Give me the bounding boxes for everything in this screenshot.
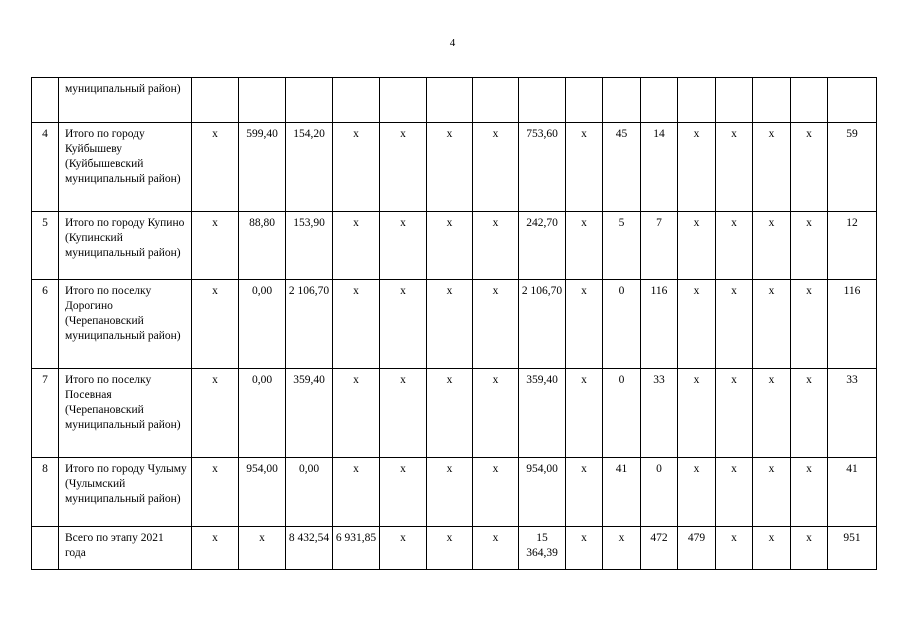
value-cell [286, 78, 333, 123]
value-cell: х [753, 212, 791, 280]
value-cell: х [678, 458, 716, 527]
value-cell: х [333, 123, 380, 212]
value-cell: х [716, 369, 753, 458]
value-cell: 0,00 [239, 369, 286, 458]
value-cell: х [239, 527, 286, 570]
value-cell: 14 [641, 123, 678, 212]
row-number-cell [32, 527, 59, 570]
value-cell [603, 78, 641, 123]
value-cell: х [427, 527, 473, 570]
value-cell: х [566, 123, 603, 212]
value-cell: х [333, 458, 380, 527]
value-cell: 33 [828, 369, 877, 458]
value-cell: 753,60 [519, 123, 566, 212]
value-cell: х [473, 123, 519, 212]
value-cell [566, 78, 603, 123]
value-cell: 359,40 [519, 369, 566, 458]
value-cell: 8 432,54 [286, 527, 333, 570]
value-cell [641, 78, 678, 123]
table-row [32, 123, 877, 212]
value-cell: 45 [603, 123, 641, 212]
value-cell: 41 [603, 458, 641, 527]
value-cell [333, 78, 380, 123]
value-cell: 599,40 [239, 123, 286, 212]
value-cell: х [753, 458, 791, 527]
value-cell: 954,00 [519, 458, 566, 527]
table-row [32, 78, 877, 123]
value-cell: х [791, 123, 828, 212]
value-cell: 33 [641, 369, 678, 458]
value-cell: х [473, 280, 519, 369]
value-cell: 41 [828, 458, 877, 527]
value-cell: 472 [641, 527, 678, 570]
row-number-cell: 8 [32, 458, 59, 527]
value-cell: х [566, 458, 603, 527]
value-cell [678, 78, 716, 123]
value-cell: х [566, 212, 603, 280]
value-cell: 954,00 [239, 458, 286, 527]
value-cell: х [192, 123, 239, 212]
value-cell: х [753, 280, 791, 369]
value-cell: х [566, 369, 603, 458]
value-cell [473, 78, 519, 123]
value-cell: х [333, 280, 380, 369]
value-cell: 0 [603, 369, 641, 458]
value-cell: х [333, 212, 380, 280]
value-cell: х [678, 123, 716, 212]
row-name-cell: Итого по поселку Посевная (Черепановский муниципальный район) [59, 369, 192, 458]
value-cell: х [427, 369, 473, 458]
value-cell: х [566, 527, 603, 570]
value-cell: х [791, 458, 828, 527]
value-cell: х [473, 527, 519, 570]
value-cell: 153,90 [286, 212, 333, 280]
value-cell: 242,70 [519, 212, 566, 280]
value-cell: х [380, 458, 427, 527]
value-cell [519, 78, 566, 123]
value-cell: х [380, 123, 427, 212]
row-number-cell [32, 78, 59, 123]
row-name-cell: Итого по городу Чулыму (Чулымский муниципальный район) [59, 458, 192, 527]
row-name-cell: Итого по поселку Дорогино (Черепановский муниципальный район) [59, 280, 192, 369]
value-cell: 7 [641, 212, 678, 280]
value-cell: х [333, 369, 380, 458]
value-cell: х [791, 369, 828, 458]
value-cell: х [427, 123, 473, 212]
table-row [32, 212, 877, 280]
value-cell: 359,40 [286, 369, 333, 458]
row-name-cell: муниципальный район) [59, 78, 192, 123]
value-cell: х [753, 123, 791, 212]
value-cell: 116 [828, 280, 877, 369]
value-cell: 2 106,70 [519, 280, 566, 369]
row-name-cell: Всего по этапу 2021 года [59, 527, 192, 570]
value-cell: х [380, 369, 427, 458]
value-cell: х [716, 458, 753, 527]
value-cell [380, 78, 427, 123]
value-cell: х [380, 212, 427, 280]
value-cell: х [380, 280, 427, 369]
value-cell: 0,00 [286, 458, 333, 527]
value-cell: х [427, 212, 473, 280]
value-cell: х [753, 369, 791, 458]
value-cell: 59 [828, 123, 877, 212]
value-cell [791, 78, 828, 123]
value-cell: х [603, 527, 641, 570]
value-cell: 951 [828, 527, 877, 570]
value-cell: 154,20 [286, 123, 333, 212]
row-number-cell: 5 [32, 212, 59, 280]
data-table [31, 77, 877, 570]
value-cell: 479 [678, 527, 716, 570]
value-cell: х [192, 458, 239, 527]
page-number: 4 [449, 37, 456, 49]
value-cell: х [192, 280, 239, 369]
value-cell: х [678, 369, 716, 458]
value-cell: х [427, 458, 473, 527]
row-name-cell: Итого по городу Куйбышеву (Куйбышевский муниципальный район) [59, 123, 192, 212]
value-cell: х [716, 527, 753, 570]
table-row [32, 280, 877, 369]
value-cell: 0,00 [239, 280, 286, 369]
value-cell: х [473, 458, 519, 527]
value-cell: х [427, 280, 473, 369]
value-cell: х [678, 212, 716, 280]
value-cell: х [791, 280, 828, 369]
value-cell: 12 [828, 212, 877, 280]
value-cell [239, 78, 286, 123]
value-cell: 15 364,39 [519, 527, 566, 570]
table-body [32, 78, 877, 570]
value-cell [192, 78, 239, 123]
value-cell: 2 106,70 [286, 280, 333, 369]
value-cell: х [791, 212, 828, 280]
row-name-cell: Итого по городу Купино (Купинский муниципальный район) [59, 212, 192, 280]
value-cell: х [716, 280, 753, 369]
value-cell [427, 78, 473, 123]
value-cell [753, 78, 791, 123]
value-cell: х [473, 212, 519, 280]
value-cell: 116 [641, 280, 678, 369]
value-cell: х [791, 527, 828, 570]
value-cell: 6 931,85 [333, 527, 380, 570]
value-cell: 0 [641, 458, 678, 527]
value-cell: х [192, 369, 239, 458]
value-cell [828, 78, 877, 123]
table-row [32, 527, 877, 570]
value-cell: 88,80 [239, 212, 286, 280]
value-cell: х [473, 369, 519, 458]
value-cell: х [192, 212, 239, 280]
table-row [32, 458, 877, 527]
value-cell: х [380, 527, 427, 570]
value-cell: 5 [603, 212, 641, 280]
value-cell: х [716, 123, 753, 212]
value-cell: х [192, 527, 239, 570]
table-row [32, 369, 877, 458]
value-cell: х [566, 280, 603, 369]
value-cell [716, 78, 753, 123]
value-cell: х [716, 212, 753, 280]
row-number-cell: 4 [32, 123, 59, 212]
value-cell: х [753, 527, 791, 570]
row-number-cell: 7 [32, 369, 59, 458]
value-cell: 0 [603, 280, 641, 369]
value-cell: х [678, 280, 716, 369]
row-number-cell: 6 [32, 280, 59, 369]
